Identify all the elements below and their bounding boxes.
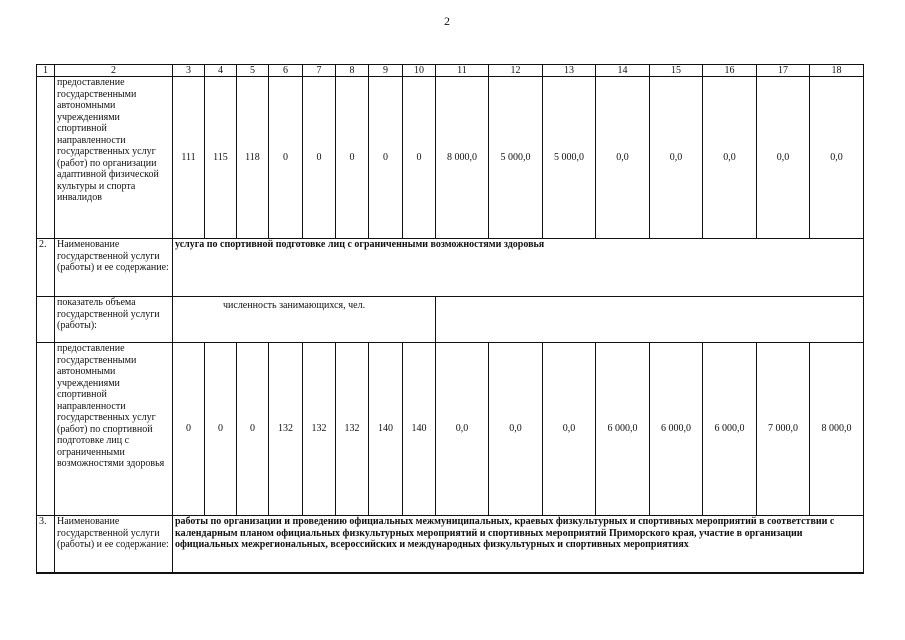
section-name-value: услуга по спортивной подготовке лиц с ограниченными возможностями здоровья (173, 239, 864, 297)
value-cell: 0,0 (810, 77, 864, 239)
value-cell: 0 (336, 77, 369, 239)
table-row (37, 343, 864, 516)
column-number: 9 (369, 65, 403, 77)
column-number: 16 (703, 65, 757, 77)
value-cell: 8 000,0 (810, 343, 864, 516)
column-number: 10 (403, 65, 436, 77)
column-number: 17 (757, 65, 810, 77)
section-row (37, 516, 864, 574)
value-cell: 5 000,0 (489, 77, 543, 239)
value-cell: 6 000,0 (596, 343, 650, 516)
section-name-label: Наименование государственной услуги (работы) и ее содержание: (55, 239, 173, 297)
section-number: 3. (37, 516, 55, 574)
value-cell: 8 000,0 (436, 77, 489, 239)
value-cell: 0 (369, 77, 403, 239)
volume-row (37, 297, 864, 343)
volume-value: численность занимающихся, чел. (173, 297, 436, 343)
column-number: 13 (543, 65, 596, 77)
value-cell: 0 (403, 77, 436, 239)
section-name-value: работы по организации и проведению официальных межмуниципальных, краевых физкультурных и спортивных мероприятий в соответствии с календарным планом официальных физкультурных мероприятий и спортивных мероприятий Приморского края, участие в организации официальных межрегиональных, всероссийских и международных физкультурных и спортивных мероприятиях (173, 516, 864, 574)
column-number: 14 (596, 65, 650, 77)
value-cell: 132 (303, 343, 336, 516)
column-number: 4 (205, 65, 237, 77)
value-cell: 132 (336, 343, 369, 516)
value-cell: 0,0 (489, 343, 543, 516)
column-number: 15 (650, 65, 703, 77)
column-number: 3 (173, 65, 205, 77)
table-row (37, 77, 864, 239)
value-cell: 111 (173, 77, 205, 239)
column-number: 6 (269, 65, 303, 77)
value-cell: 0,0 (650, 77, 703, 239)
value-cell: 0,0 (436, 343, 489, 516)
volume-label: показатель объема государственной услуги (работы): (55, 297, 173, 343)
column-number: 11 (436, 65, 489, 77)
column-number: 8 (336, 65, 369, 77)
value-cell: 0,0 (703, 77, 757, 239)
row-number-cell (37, 77, 55, 239)
column-number: 5 (237, 65, 269, 77)
value-cell: 0,0 (596, 77, 650, 239)
value-cell: 5 000,0 (543, 77, 596, 239)
value-cell: 6 000,0 (650, 343, 703, 516)
value-cell: 118 (237, 77, 269, 239)
value-cell: 0 (303, 77, 336, 239)
column-number: 12 (489, 65, 543, 77)
value-cell: 0 (173, 343, 205, 516)
value-cell: 0 (269, 77, 303, 239)
column-number: 7 (303, 65, 336, 77)
value-cell: 0,0 (757, 77, 810, 239)
value-cell: 140 (369, 343, 403, 516)
budget-table (36, 64, 864, 574)
page-number: 2 (444, 14, 450, 28)
section-number: 2. (37, 239, 55, 297)
volume-empty (436, 297, 864, 343)
column-number: 1 (37, 65, 55, 77)
row-label: предоставление государственными автономными учреждениями спортивной направленности государственных услуг (работ) по спортивной подготовке лиц с ограниченными возможностями здоровья (55, 343, 173, 516)
column-number: 2 (55, 65, 173, 77)
value-cell: 0 (205, 343, 237, 516)
row-number-cell (37, 343, 55, 516)
column-number: 18 (810, 65, 864, 77)
value-cell: 140 (403, 343, 436, 516)
row-number-cell (37, 297, 55, 343)
column-number-row (37, 65, 864, 77)
value-cell: 0,0 (543, 343, 596, 516)
section-row (37, 239, 864, 297)
value-cell: 7 000,0 (757, 343, 810, 516)
section-name-label: Наименование государственной услуги (работы) и ее содержание: (55, 516, 173, 574)
value-cell: 6 000,0 (703, 343, 757, 516)
value-cell: 132 (269, 343, 303, 516)
row-label: предоставление государственными автономными учреждениями спортивной направленности государственных услуг (работ) по организации адаптивной физической культуры и спорта инвалидов (55, 77, 173, 239)
value-cell: 115 (205, 77, 237, 239)
value-cell: 0 (237, 343, 269, 516)
